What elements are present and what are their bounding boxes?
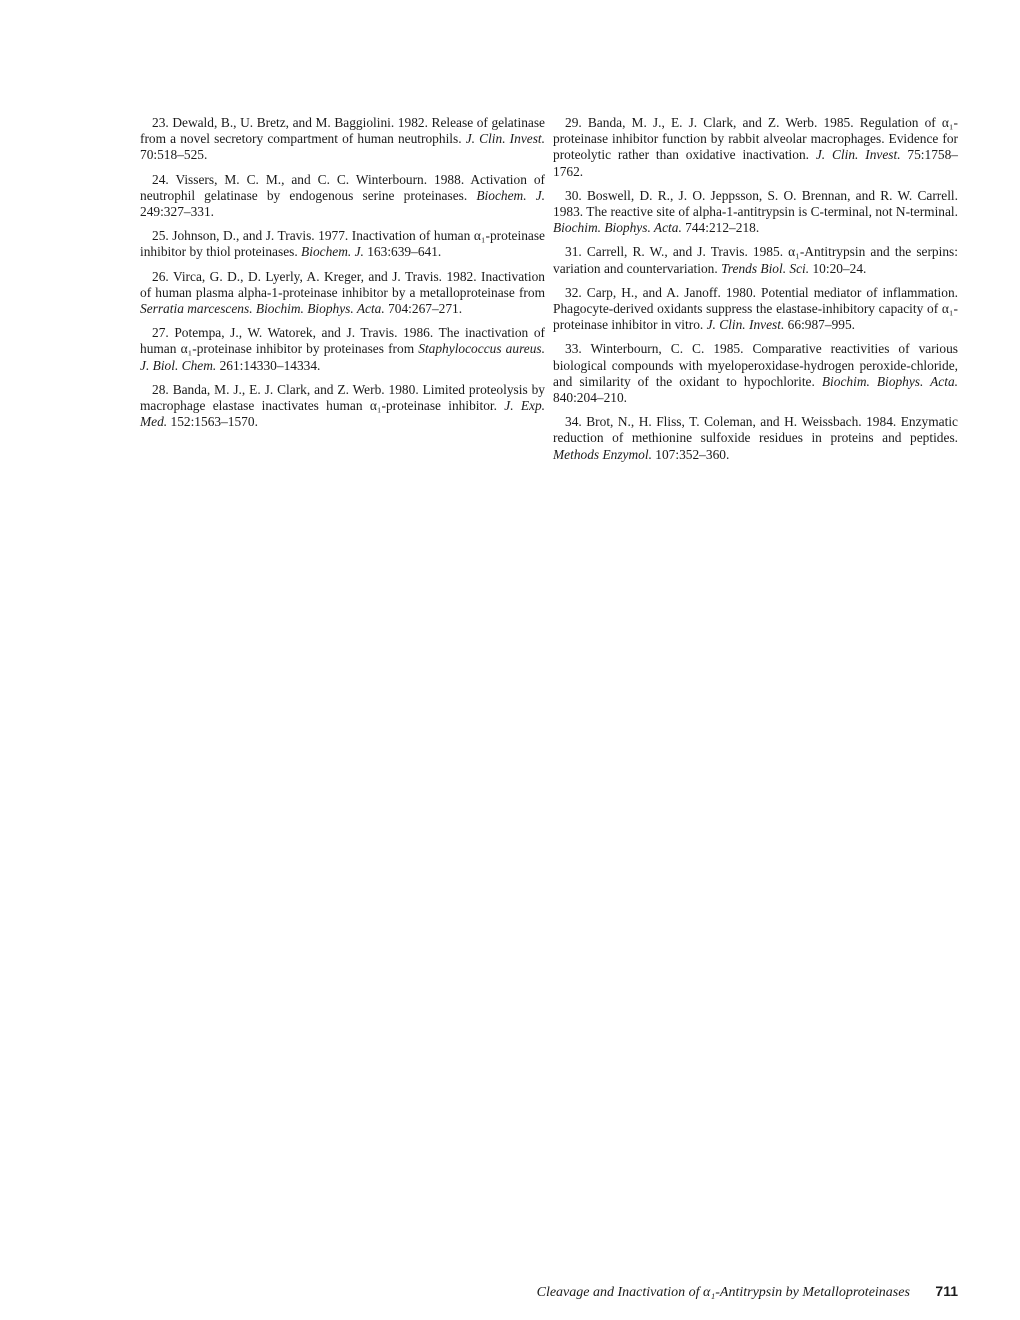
reference-number: 24. [152, 171, 169, 187]
reference-number: 29. [565, 115, 582, 130]
reference-source: Biochem. J. [476, 187, 545, 203]
reference-entry [553, 244, 958, 276]
page-footer [537, 1283, 958, 1301]
reference-entry [140, 382, 545, 431]
reference-text: 10:20–24. [809, 260, 867, 276]
reference-text: 152:1563–1570. [167, 414, 258, 430]
reference-source: Biochim. Biophys. Acta. [553, 220, 682, 236]
reference-source: Trends Biol. Sci. [721, 260, 810, 276]
reference-text: Carrell, R. W., and J. Travis. 1985. α₁-Antitrypsin and the serpins: variation and countervariation. [553, 244, 958, 276]
reference-text: 840:204–210. [553, 390, 628, 406]
reference-number: 26. [152, 268, 169, 284]
reference-source: Serratia marcescens. Biochim. Biophys. Acta. [140, 301, 385, 317]
reference-text: 704:267–271. [384, 301, 463, 317]
reference-list-right [553, 115, 958, 471]
reference-text: 744:212–218. [681, 220, 760, 236]
running-title: Cleavage and Inactivation of α₁-Antitrypsin by Metalloproteinases [536, 1285, 910, 1300]
reference-text: Potempa, J., W. Watorek, and J. Travis. 1986. The inactivation of human α₁-proteinase inhibitor by proteinases from [140, 325, 545, 357]
reference-list-left [140, 115, 545, 438]
reference-text: 66:987–995. [784, 317, 856, 333]
reference-source: J. Exp. Med. [140, 398, 545, 430]
reference-entry [140, 228, 545, 260]
reference-entry [553, 285, 958, 334]
reference-text: Virca, G. D., D. Lyerly, A. Kreger, and J. Travis. 1982. Inactivation of human plasma alpha-1-proteinase inhibitor by a metalloproteinase from [140, 268, 545, 300]
reference-entry [140, 115, 545, 164]
reference-entry [553, 341, 958, 406]
reference-number: 25. [152, 228, 169, 244]
reference-number: 28. [152, 381, 169, 397]
reference-entry [553, 414, 958, 463]
reference-number: 32. [565, 284, 582, 300]
reference-text: 70:518–525. [140, 147, 208, 163]
reference-source: J. Clin. Invest. [815, 147, 901, 163]
reference-entry [140, 269, 545, 318]
reference-text: 163:639–641. [363, 244, 442, 260]
reference-text: 107:352–360. [651, 446, 730, 462]
reference-number: 33. [565, 341, 582, 357]
reference-source: J. Clin. Invest. [465, 131, 545, 147]
reference-number: 31. [565, 244, 582, 260]
reference-entry [553, 115, 958, 180]
reference-text: Winterbourn, C. C. 1985. Comparative reactivities of various biological compounds with myeloperoxidase-hydrogen peroxide-chloride, and similarity of the oxidant to hypochlorite. [553, 341, 958, 389]
reference-source: Staphylococcus aureus. J. Biol. Chem. [140, 341, 545, 373]
reference-number: 30. [565, 187, 582, 203]
reference-text: 261:14330–14334. [216, 357, 321, 373]
reference-text: Brot, N., H. Fliss, T. Coleman, and H. Weissbach. 1984. Enzymatic reduction of methionine sulfoxide residues in proteins and peptides. [553, 414, 958, 446]
reference-source: Methods Enzymol. [553, 446, 652, 462]
reference-source: Biochem. J. [301, 244, 364, 260]
reference-text: 249:327–331. [140, 204, 215, 220]
reference-number: 23. [152, 115, 169, 130]
reference-entry [140, 325, 545, 374]
reference-entry [140, 172, 545, 221]
reference-text: Banda, M. J., E. J. Clark, and Z. Werb. 1980. Limited proteolysis by macrophage elastase inactivates human α₁-proteinase inhibitor. [140, 381, 545, 414]
reference-text: 75:1758–1762. [553, 147, 958, 179]
reference-number: 34. [565, 414, 582, 430]
reference-source: Biochim. Biophys. Acta. [821, 373, 958, 389]
reference-source: J. Clin. Invest. [706, 317, 785, 333]
reference-text: Vissers, M. C. M., and C. C. Winterbourn. 1988. Activation of neutrophil gelatinase by endogenous serine proteinases. [140, 171, 546, 203]
page-number: 711 [935, 1283, 958, 1299]
reference-text: Carp, H., and A. Janoff. 1980. Potential mediator of inflammation. Phagocyte-derived oxidants suppress the elastase-inhibitory capacity of α₁-proteinase inhibitor in vitro. [553, 284, 958, 333]
reference-text: Johnson, D., and J. Travis. 1977. Inactivation of human α₁-proteinase inhibitor by thiol proteinases. [140, 228, 545, 260]
reference-text: Dewald, B., U. Bretz, and M. Baggiolini. 1982. Release of gelatinase from a novel secretory compartment of human neutrophils. [140, 115, 545, 147]
reference-number: 27. [152, 325, 169, 341]
reference-text: Banda, M. J., E. J. Clark, and Z. Werb. 1985. Regulation of α₁-proteinase inhibitor function by rabbit alveolar macrophages. Evidence for proteolytic rather than oxidative inactivation. [553, 115, 958, 163]
reference-entry [553, 188, 958, 237]
reference-text: Boswell, D. R., J. O. Jeppsson, S. O. Brennan, and R. W. Carrell. 1983. The reactive site of alpha-1-antitrypsin is C-terminal, not N-terminal. [553, 187, 958, 220]
